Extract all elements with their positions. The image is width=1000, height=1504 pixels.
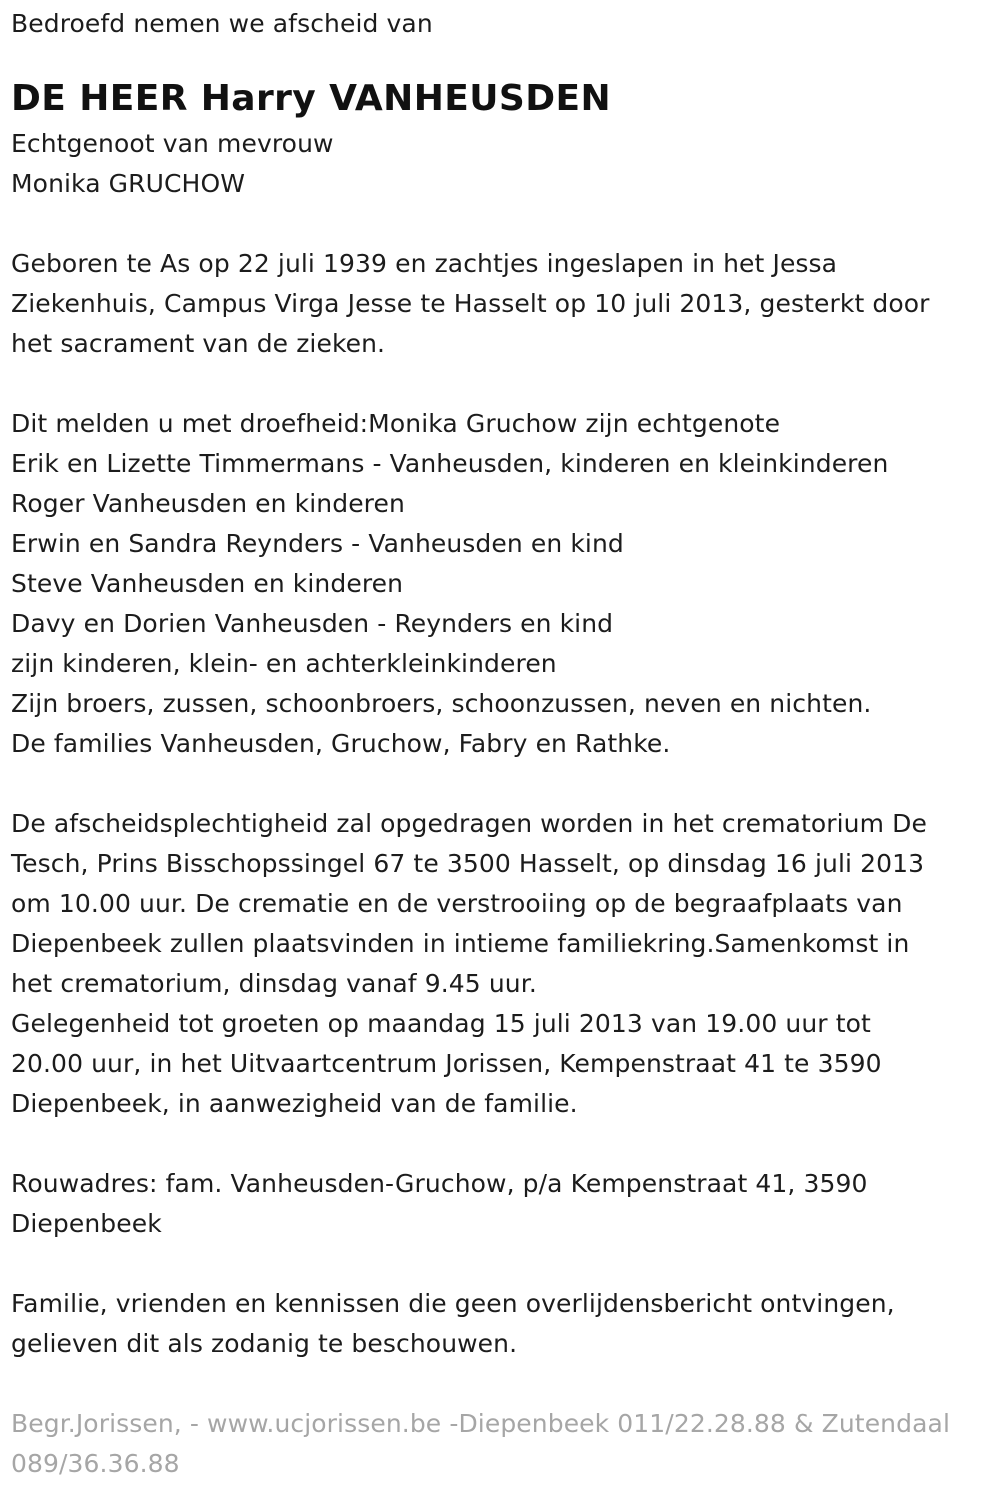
mourner-line: Zijn broers, zussen, schoonbroers, schoonzussen, neven en nichten. — [11, 689, 872, 718]
paragraph-line: om 10.00 uur. De crematie en de verstrooiing op de begraafplaats van — [11, 889, 903, 918]
paragraph-line: Gelegenheid tot groeten op maandag 15 juli 2013 van 19.00 uur tot — [11, 1009, 871, 1038]
paragraph-line: Familie, vrienden en kennissen die geen overlijdensbericht ontvingen, — [11, 1289, 895, 1318]
mourner-line: De families Vanheusden, Gruchow, Fabry en Rathke. — [11, 729, 671, 758]
mourner-line: Erik en Lizette Timmermans - Vanheusden, kinderen en kleinkinderen — [11, 449, 889, 478]
paragraph-line: Diepenbeek, in aanwezigheid van de familie. — [11, 1089, 578, 1118]
paragraph-line: gelieven dit als zodanig te beschouwen. — [11, 1329, 518, 1358]
mourner-line: Erwin en Sandra Reynders - Vanheusden en kind — [11, 529, 624, 558]
footer-line: Begr.Jorissen, - www.ucjorissen.be -Diepenbeek 011/22.28.88 & Zutendaal — [11, 1409, 950, 1438]
footer-line: 089/36.36.88 — [11, 1449, 180, 1478]
mourner-line: Dit melden u met droefheid:Monika Gruchow zijn echtgenote — [11, 409, 781, 438]
paragraph-line: Diepenbeek zullen plaatsvinden in intieme familiekring.Samenkomst in — [11, 929, 910, 958]
paragraph-line: het sacrament van de zieken. — [11, 329, 386, 358]
spouse-line: Echtgenoot van mevrouw — [11, 129, 334, 158]
notice-paragraph — [11, 1284, 989, 1364]
funeral-home-footer — [11, 1404, 989, 1484]
mourners-list — [11, 404, 989, 764]
birth-death-paragraph — [11, 244, 989, 364]
paragraph-line: het crematorium, dinsdag vanaf 9.45 uur. — [11, 969, 537, 998]
mourner-line: Steve Vanheusden en kinderen — [11, 569, 404, 598]
ceremony-paragraph — [11, 804, 989, 1124]
paragraph-line: De afscheidsplechtigheid zal opgedragen worden in het crematorium De — [11, 809, 927, 838]
paragraph-line: Ziekenhuis, Campus Virga Jesse te Hasselt op 10 juli 2013, gesterkt door — [11, 289, 930, 318]
spouse-name: Monika GRUCHOW — [11, 169, 246, 198]
mourner-line: zijn kinderen, klein- en achterkleinkinderen — [11, 649, 557, 678]
intro-text: Bedroefd nemen we afscheid van — [11, 9, 433, 38]
spouse-block — [11, 124, 989, 204]
paragraph-line: Geboren te As op 22 juli 1939 en zachtjes ingeslapen in het Jessa — [11, 249, 838, 278]
address-line: Rouwadres: fam. Vanheusden-Gruchow, p/a Kempenstraat 41, 3590 — [11, 1169, 868, 1198]
deceased-name: DE HEER Harry VANHEUSDEN — [11, 78, 611, 119]
mourner-line: Roger Vanheusden en kinderen — [11, 489, 405, 518]
mourner-line: Davy en Dorien Vanheusden - Reynders en kind — [11, 609, 614, 638]
address-line: Diepenbeek — [11, 1209, 162, 1238]
paragraph-line: 20.00 uur, in het Uitvaartcentrum Jorissen, Kempenstraat 41 te 3590 — [11, 1049, 882, 1078]
mourning-address — [11, 1164, 989, 1244]
paragraph-line: Tesch, Prins Bisschopssingel 67 te 3500 Hasselt, op dinsdag 16 juli 2013 — [11, 849, 925, 878]
